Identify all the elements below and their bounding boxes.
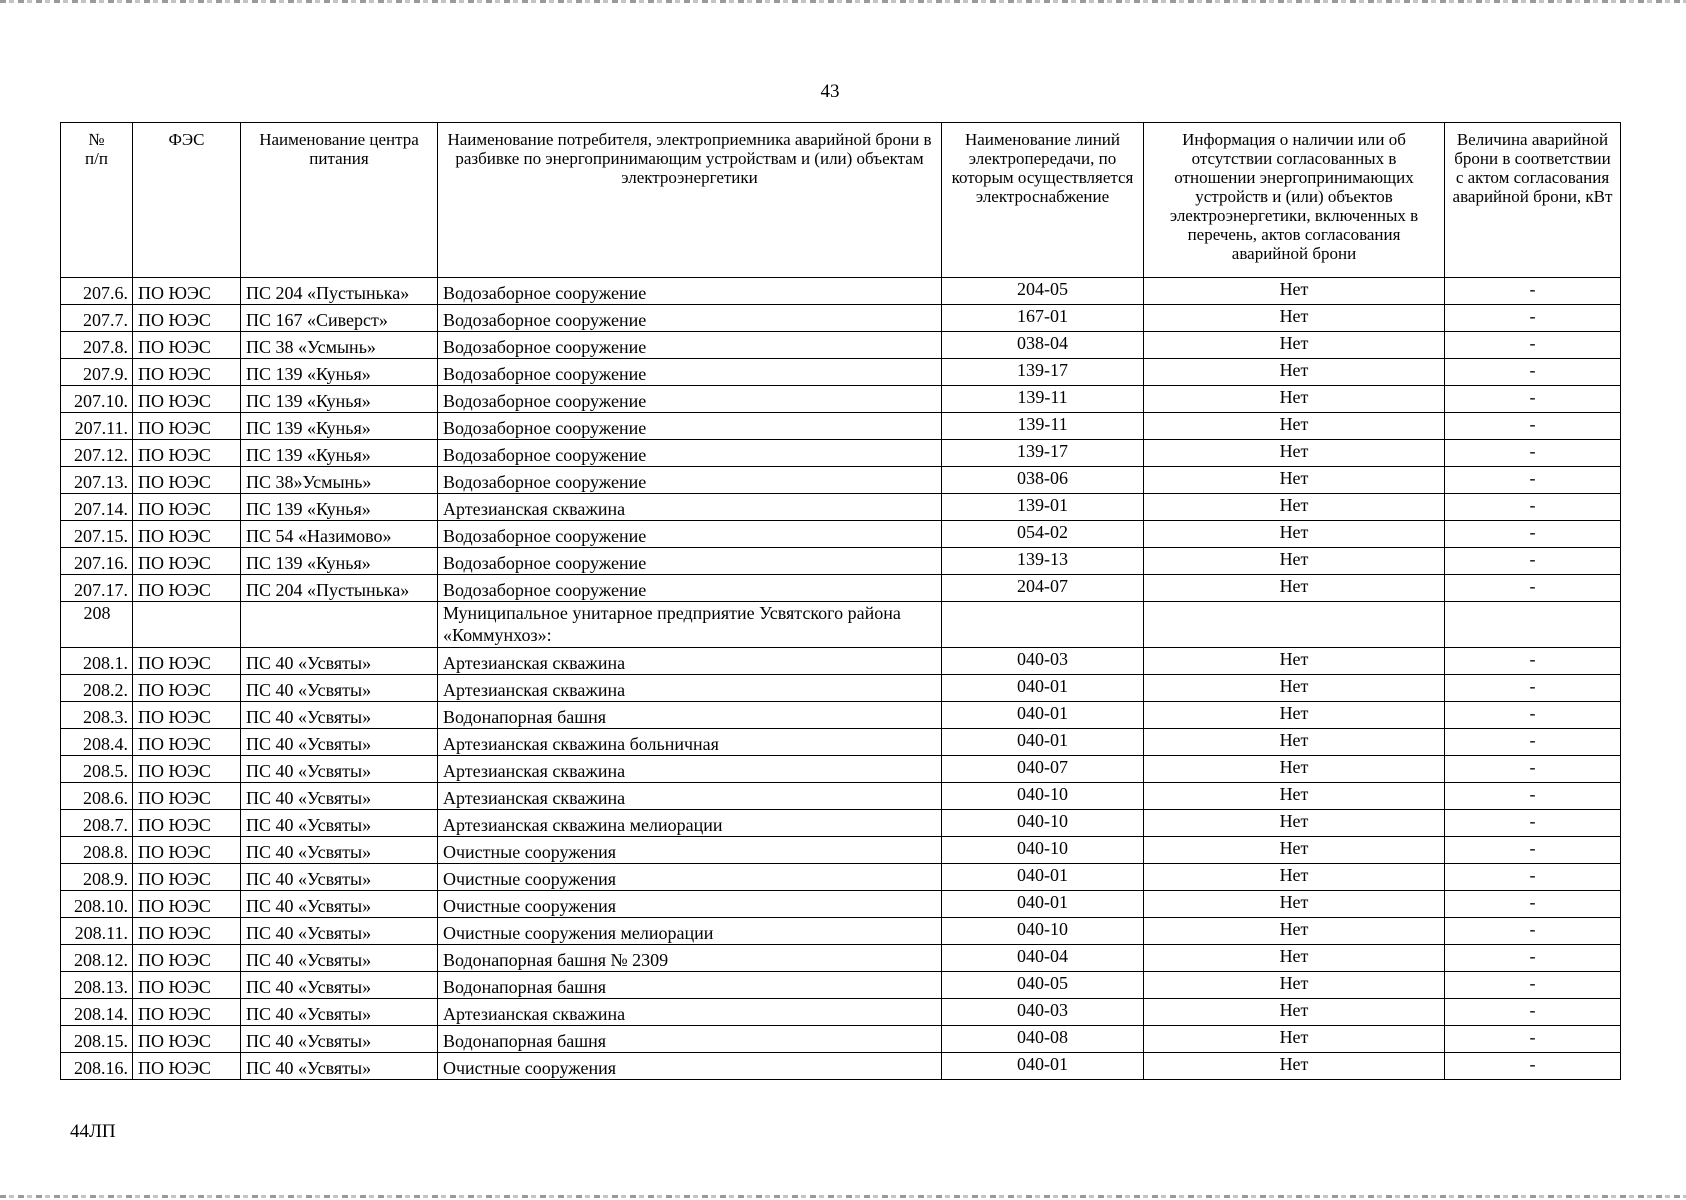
cell-power-center: ПС 40 «Усвяты»	[241, 864, 438, 891]
cell-consumer: Артезианская скважина	[438, 999, 942, 1026]
table-group-row	[61, 602, 1621, 648]
cell-power-line: 040-10	[942, 918, 1144, 945]
cell-power-line: 054-02	[942, 521, 1144, 548]
cell-consumer: Артезианская скважина	[438, 648, 942, 675]
cell-fes: ПО ЮЭС	[133, 999, 241, 1026]
cell-power-center: ПС 38 «Усмынь»	[241, 332, 438, 359]
cell-consumer: Водонапорная башня	[438, 702, 942, 729]
cell-power-center: ПС 38»Усмынь»	[241, 467, 438, 494]
cell-power-center: ПС 40 «Усвяты»	[241, 972, 438, 999]
cell-fes: ПО ЮЭС	[133, 575, 241, 602]
page-number: 43	[820, 81, 840, 102]
table-row	[61, 972, 1621, 999]
header-agreement-info: Информация о наличии или об отсутствии согласованных в отношении энергопринимающих устройств и (или) объектов электроэнергетики, включенных в перечень, актов согласования аварийной брони	[1144, 123, 1445, 278]
cell-agreement-info: Нет	[1144, 521, 1445, 548]
cell-fes: ПО ЮЭС	[133, 413, 241, 440]
cell-power-center: ПС 40 «Усвяты»	[241, 810, 438, 837]
cell-reserve-value: -	[1445, 702, 1621, 729]
cell-agreement-info: Нет	[1144, 648, 1445, 675]
cell-fes: ПО ЮЭС	[133, 440, 241, 467]
cell-power-line: 204-05	[942, 278, 1144, 305]
table-row	[61, 386, 1621, 413]
cell-agreement-info: Нет	[1144, 756, 1445, 783]
cell-agreement-info: Нет	[1144, 548, 1445, 575]
cell-consumer: Очистные сооружения	[438, 1053, 942, 1080]
cell-num: 207.9.	[61, 359, 133, 386]
cell-num: 208.11.	[61, 918, 133, 945]
cell-agreement-info: Нет	[1144, 972, 1445, 999]
cell-agreement-info: Нет	[1144, 675, 1445, 702]
table-row	[61, 756, 1621, 783]
table-row	[61, 918, 1621, 945]
cell-agreement-info: Нет	[1144, 278, 1445, 305]
cell-power-line: 040-04	[942, 945, 1144, 972]
cell-reserve-value: -	[1445, 756, 1621, 783]
cell-reserve-value: -	[1445, 648, 1621, 675]
table-row	[61, 521, 1621, 548]
cell-num: 208.6.	[61, 783, 133, 810]
cell-agreement-info: Нет	[1144, 440, 1445, 467]
cell-num: 207.16.	[61, 548, 133, 575]
table-row	[61, 1026, 1621, 1053]
cell-fes: ПО ЮЭС	[133, 945, 241, 972]
cell-agreement-info: Нет	[1144, 332, 1445, 359]
cell-reserve-value: -	[1445, 575, 1621, 602]
cell-fes: ПО ЮЭС	[133, 702, 241, 729]
cell-num: 207.17.	[61, 575, 133, 602]
table-row	[61, 359, 1621, 386]
cell-num: 208.3.	[61, 702, 133, 729]
cell-reserve-value: -	[1445, 918, 1621, 945]
cell-power-line: 040-07	[942, 756, 1144, 783]
cell-consumer: Водозаборное сооружение	[438, 467, 942, 494]
cell-consumer: Водонапорная башня	[438, 1026, 942, 1053]
cell-power-center: ПС 167 «Сиверст»	[241, 305, 438, 332]
cell-power-center: ПС 40 «Усвяты»	[241, 675, 438, 702]
cell-consumer: Артезианская скважина	[438, 675, 942, 702]
cell-reserve-value: -	[1445, 729, 1621, 756]
cell-reserve-value: -	[1445, 467, 1621, 494]
cell-reserve-value: -	[1445, 810, 1621, 837]
cell-power-line: 040-05	[942, 972, 1144, 999]
table-row	[61, 332, 1621, 359]
cell-num: 208.10.	[61, 891, 133, 918]
scan-edge-top	[0, 0, 1686, 3]
cell-consumer: Артезианская скважина	[438, 756, 942, 783]
cell-consumer: Артезианская скважина мелиорации	[438, 810, 942, 837]
cell-fes: ПО ЮЭС	[133, 756, 241, 783]
table-row	[61, 278, 1621, 305]
header-power-center: Наименование центра питания	[241, 123, 438, 278]
cell-reserve-value: -	[1445, 413, 1621, 440]
cell-consumer: Водозаборное сооружение	[438, 413, 942, 440]
cell-consumer: Артезианская скважина больничная	[438, 729, 942, 756]
scan-edge-bottom	[0, 1195, 1686, 1198]
cell-power-center: ПС 40 «Усвяты»	[241, 999, 438, 1026]
table-row	[61, 305, 1621, 332]
cell-fes: ПО ЮЭС	[133, 359, 241, 386]
cell-power-line: 040-03	[942, 648, 1144, 675]
cell-num: 207.13.	[61, 467, 133, 494]
cell-agreement-info	[1144, 602, 1445, 648]
cell-fes: ПО ЮЭС	[133, 548, 241, 575]
cell-consumer: Водозаборное сооружение	[438, 575, 942, 602]
cell-num: 208.12.	[61, 945, 133, 972]
cell-reserve-value: -	[1445, 521, 1621, 548]
cell-agreement-info: Нет	[1144, 359, 1445, 386]
cell-agreement-info: Нет	[1144, 891, 1445, 918]
cell-agreement-info: Нет	[1144, 494, 1445, 521]
cell-num: 208.5.	[61, 756, 133, 783]
cell-fes: ПО ЮЭС	[133, 494, 241, 521]
cell-power-line: 040-01	[942, 864, 1144, 891]
cell-reserve-value: -	[1445, 440, 1621, 467]
cell-power-center: ПС 40 «Усвяты»	[241, 648, 438, 675]
cell-num: 208.1.	[61, 648, 133, 675]
cell-num: 208.9.	[61, 864, 133, 891]
cell-reserve-value: -	[1445, 675, 1621, 702]
cell-agreement-info: Нет	[1144, 729, 1445, 756]
cell-power-line: 139-11	[942, 386, 1144, 413]
cell-agreement-info: Нет	[1144, 999, 1445, 1026]
cell-power-center: ПС 139 «Кунья»	[241, 494, 438, 521]
header-power-line: Наименование линий электропередачи, по которым осуществляется электроснабжение	[942, 123, 1144, 278]
cell-fes: ПО ЮЭС	[133, 467, 241, 494]
header-fes: ФЭС	[133, 123, 241, 278]
cell-power-line: 038-06	[942, 467, 1144, 494]
cell-power-center: ПС 40 «Усвяты»	[241, 729, 438, 756]
table-row	[61, 494, 1621, 521]
cell-reserve-value: -	[1445, 494, 1621, 521]
table-header-row	[61, 123, 1621, 278]
cell-reserve-value: -	[1445, 972, 1621, 999]
cell-power-center: ПС 40 «Усвяты»	[241, 1053, 438, 1080]
table-row	[61, 891, 1621, 918]
cell-agreement-info: Нет	[1144, 945, 1445, 972]
cell-power-line: 040-08	[942, 1026, 1144, 1053]
cell-power-line: 040-10	[942, 783, 1144, 810]
cell-fes: ПО ЮЭС	[133, 332, 241, 359]
header-consumer: Наименование потребителя, электроприемника аварийной брони в разбивке по энергопринимающим устройствам и (или) объектам электроэнергетики	[438, 123, 942, 278]
cell-reserve-value: -	[1445, 1053, 1621, 1080]
cell-fes: ПО ЮЭС	[133, 783, 241, 810]
cell-num: 208.8.	[61, 837, 133, 864]
table-row	[61, 648, 1621, 675]
cell-power-line: 139-01	[942, 494, 1144, 521]
cell-power-line: 167-01	[942, 305, 1144, 332]
cell-num: 208.4.	[61, 729, 133, 756]
cell-power-center	[241, 602, 438, 648]
cell-power-center: ПС 54 «Назимово»	[241, 521, 438, 548]
cell-num: 207.11.	[61, 413, 133, 440]
cell-consumer: Очистные сооружения	[438, 837, 942, 864]
cell-agreement-info: Нет	[1144, 1053, 1445, 1080]
cell-power-center: ПС 40 «Усвяты»	[241, 891, 438, 918]
cell-power-line: 040-01	[942, 891, 1144, 918]
header-reserve-value: Величина аварийной брони в соответствии с актом согласования аварийной брони, кВт	[1445, 123, 1621, 278]
cell-power-center: ПС 139 «Кунья»	[241, 386, 438, 413]
table-row	[61, 864, 1621, 891]
cell-consumer: Очистные сооружения	[438, 864, 942, 891]
cell-agreement-info: Нет	[1144, 810, 1445, 837]
table-row	[61, 783, 1621, 810]
cell-power-line: 040-10	[942, 810, 1144, 837]
cell-num: 208.7.	[61, 810, 133, 837]
table-row	[61, 440, 1621, 467]
cell-num: 208.14.	[61, 999, 133, 1026]
cell-reserve-value: -	[1445, 386, 1621, 413]
cell-reserve-value	[1445, 602, 1621, 648]
cell-num: 207.14.	[61, 494, 133, 521]
cell-reserve-value: -	[1445, 783, 1621, 810]
cell-fes: ПО ЮЭС	[133, 972, 241, 999]
cell-power-center: ПС 139 «Кунья»	[241, 359, 438, 386]
table-row	[61, 413, 1621, 440]
cell-power-center: ПС 204 «Пустынька»	[241, 278, 438, 305]
cell-power-center: ПС 40 «Усвяты»	[241, 783, 438, 810]
cell-power-line: 204-07	[942, 575, 1144, 602]
cell-fes: ПО ЮЭС	[133, 918, 241, 945]
cell-num: 207.10.	[61, 386, 133, 413]
cell-fes: ПО ЮЭС	[133, 521, 241, 548]
cell-power-line: 139-17	[942, 440, 1144, 467]
cell-consumer: Очистные сооружения мелиорации	[438, 918, 942, 945]
cell-reserve-value: -	[1445, 332, 1621, 359]
cell-power-center: ПС 40 «Усвяты»	[241, 756, 438, 783]
cell-num: 208	[61, 602, 133, 648]
cell-power-line	[942, 602, 1144, 648]
cell-fes: ПО ЮЭС	[133, 810, 241, 837]
cell-power-line: 038-04	[942, 332, 1144, 359]
cell-fes: ПО ЮЭС	[133, 864, 241, 891]
cell-num: 207.6.	[61, 278, 133, 305]
cell-agreement-info: Нет	[1144, 305, 1445, 332]
cell-consumer: Водозаборное сооружение	[438, 440, 942, 467]
cell-agreement-info: Нет	[1144, 386, 1445, 413]
cell-consumer: Водозаборное сооружение	[438, 521, 942, 548]
cell-power-line: 040-01	[942, 1053, 1144, 1080]
cell-reserve-value: -	[1445, 945, 1621, 972]
cell-consumer: Водонапорная башня № 2309	[438, 945, 942, 972]
cell-agreement-info: Нет	[1144, 918, 1445, 945]
cell-power-line: 139-11	[942, 413, 1144, 440]
cell-consumer: Артезианская скважина	[438, 783, 942, 810]
cell-reserve-value: -	[1445, 837, 1621, 864]
cell-reserve-value: -	[1445, 891, 1621, 918]
cell-consumer: Водозаборное сооружение	[438, 332, 942, 359]
cell-num: 207.8.	[61, 332, 133, 359]
cell-agreement-info: Нет	[1144, 575, 1445, 602]
cell-consumer: Водозаборное сооружение	[438, 278, 942, 305]
cell-agreement-info: Нет	[1144, 1026, 1445, 1053]
cell-consumer: Водозаборное сооружение	[438, 359, 942, 386]
cell-consumer: Водозаборное сооружение	[438, 548, 942, 575]
cell-power-line: 040-10	[942, 837, 1144, 864]
cell-power-line: 040-01	[942, 729, 1144, 756]
table-row	[61, 467, 1621, 494]
cell-agreement-info: Нет	[1144, 837, 1445, 864]
table-row	[61, 1053, 1621, 1080]
cell-fes: ПО ЮЭС	[133, 278, 241, 305]
cell-num: 208.13.	[61, 972, 133, 999]
cell-reserve-value: -	[1445, 548, 1621, 575]
cell-power-center: ПС 139 «Кунья»	[241, 548, 438, 575]
cell-power-center: ПС 204 «Пустынька»	[241, 575, 438, 602]
cell-agreement-info: Нет	[1144, 413, 1445, 440]
cell-consumer: Очистные сооружения	[438, 891, 942, 918]
table-row	[61, 675, 1621, 702]
cell-num: 207.15.	[61, 521, 133, 548]
cell-fes: ПО ЮЭС	[133, 305, 241, 332]
cell-power-center: ПС 139 «Кунья»	[241, 413, 438, 440]
cell-consumer: Водозаборное сооружение	[438, 305, 942, 332]
table-row	[61, 810, 1621, 837]
table-row	[61, 999, 1621, 1026]
document-code: 44ЛП	[70, 1121, 116, 1142]
cell-power-center: ПС 40 «Усвяты»	[241, 918, 438, 945]
cell-reserve-value: -	[1445, 999, 1621, 1026]
cell-reserve-value: -	[1445, 1026, 1621, 1053]
cell-fes: ПО ЮЭС	[133, 1026, 241, 1053]
cell-fes	[133, 602, 241, 648]
cell-num: 207.12.	[61, 440, 133, 467]
table-row	[61, 575, 1621, 602]
cell-power-line: 139-17	[942, 359, 1144, 386]
cell-agreement-info: Нет	[1144, 864, 1445, 891]
cell-agreement-info: Нет	[1144, 467, 1445, 494]
cell-power-center: ПС 40 «Усвяты»	[241, 945, 438, 972]
cell-power-line: 040-01	[942, 702, 1144, 729]
cell-fes: ПО ЮЭС	[133, 891, 241, 918]
table-row	[61, 945, 1621, 972]
cell-consumer: Муниципальное унитарное предприятие Усвятского района «Коммунхоз»:	[438, 602, 942, 648]
cell-agreement-info: Нет	[1144, 783, 1445, 810]
cell-agreement-info: Нет	[1144, 702, 1445, 729]
cell-power-center: ПС 40 «Усвяты»	[241, 702, 438, 729]
cell-fes: ПО ЮЭС	[133, 729, 241, 756]
emergency-reserve-table	[60, 122, 1621, 1080]
cell-fes: ПО ЮЭС	[133, 675, 241, 702]
cell-num: 208.2.	[61, 675, 133, 702]
cell-power-line: 040-03	[942, 999, 1144, 1026]
cell-num: 208.16.	[61, 1053, 133, 1080]
table-body	[61, 278, 1621, 1080]
cell-num: 207.7.	[61, 305, 133, 332]
cell-power-line: 040-01	[942, 675, 1144, 702]
cell-fes: ПО ЮЭС	[133, 837, 241, 864]
table-row	[61, 702, 1621, 729]
cell-power-line: 139-13	[942, 548, 1144, 575]
cell-consumer: Водонапорная башня	[438, 972, 942, 999]
cell-reserve-value: -	[1445, 864, 1621, 891]
header-num: № п/п	[61, 123, 133, 278]
table-row	[61, 729, 1621, 756]
cell-fes: ПО ЮЭС	[133, 1053, 241, 1080]
cell-power-center: ПС 40 «Усвяты»	[241, 837, 438, 864]
cell-num: 208.15.	[61, 1026, 133, 1053]
cell-reserve-value: -	[1445, 278, 1621, 305]
cell-fes: ПО ЮЭС	[133, 648, 241, 675]
cell-fes: ПО ЮЭС	[133, 386, 241, 413]
cell-power-center: ПС 139 «Кунья»	[241, 440, 438, 467]
cell-consumer: Водозаборное сооружение	[438, 386, 942, 413]
cell-reserve-value: -	[1445, 305, 1621, 332]
cell-power-center: ПС 40 «Усвяты»	[241, 1026, 438, 1053]
cell-reserve-value: -	[1445, 359, 1621, 386]
cell-consumer: Артезианская скважина	[438, 494, 942, 521]
table-row	[61, 837, 1621, 864]
table-row	[61, 548, 1621, 575]
